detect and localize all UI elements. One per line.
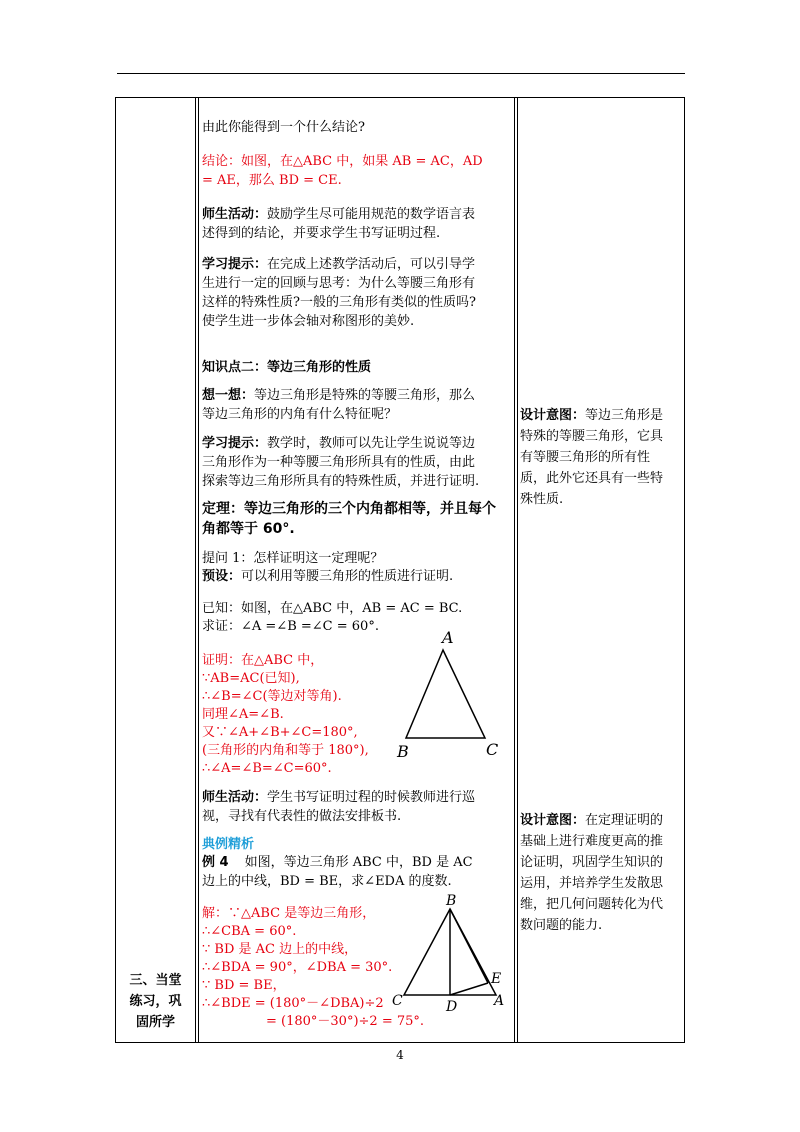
solution-line: ∴∠BDE = (180°－∠DBA)÷2 [202, 996, 384, 1011]
proof-line: ∴∠B=∠C(等边对等角). [202, 689, 342, 704]
teacher-activity-label: 师生活动： [202, 790, 268, 805]
header-rule [117, 73, 685, 74]
solution-line: ∴∠BDA = 90°，∠DBA = 30°. [202, 960, 393, 975]
design-intent-line: 质，此外它还具有一些特 [520, 471, 664, 486]
prove-statement: 求证：∠A =∠B =∠C = 60°. [202, 619, 379, 634]
study-hint-line: 生进行一定的回顾与思考：为什么等腰三角形有 [202, 276, 476, 291]
study-hint-text: 在完成上述教学活动后，可以引导学 [267, 257, 476, 272]
solution-line: ∴∠CBA = 60°. [202, 924, 297, 939]
design-intent-text: 在定理证明的 [585, 813, 664, 828]
equilateral-triangle-figure [395, 625, 505, 765]
conclusion-line: 结论：如图，在△ABC 中，如果 AB = AC，AD [202, 154, 483, 169]
vertex-label-b: B [397, 742, 409, 761]
study-hint-label: 学习提示： [202, 436, 268, 451]
solution-line: ∵ BD 是 AC 边上的中线， [202, 942, 358, 957]
segment-be [450, 909, 488, 983]
preset-block [202, 566, 453, 588]
design-intent-text: 等边三角形是 [585, 408, 664, 423]
think-label: 想一想： [202, 388, 255, 403]
study-hint-text: 教学时，教师可以先让学生说说等边 [267, 436, 476, 451]
vertex-label-e: E [491, 971, 502, 987]
study-hint-label: 学习提示： [202, 257, 268, 272]
section-label [116, 970, 195, 1033]
triangle-shape [406, 650, 485, 738]
think-text: 等边三角形是特殊的等腰三角形，那么 [254, 388, 476, 403]
vertex-label-d: D [446, 999, 458, 1015]
column-divider [514, 98, 515, 1042]
design-intent-line: 运用，并培养学生发散思 [520, 876, 664, 891]
preset-label: 预设： [202, 569, 242, 584]
conclusion-line: = AE，那么 BD = CE. [202, 173, 342, 188]
proof-line: 证明：在△ABC 中， [202, 653, 324, 668]
proof-line: ∴∠A=∠B=∠C=60°. [202, 761, 332, 776]
vertex-label-c: C [486, 740, 499, 759]
preset-text: 可以利用等腰三角形的性质进行证明. [241, 569, 454, 584]
proof-line: ∵AB=AC(已知), [202, 671, 300, 686]
section-label-line: 练习，巩 [129, 994, 182, 1009]
proof-line: 同理∠A=∠B. [202, 707, 284, 722]
vertex-label-b: B [446, 893, 457, 909]
design-intent-label: 设计意图： [520, 408, 586, 423]
design-intent-line: 有等腰三角形的所有性 [520, 450, 651, 465]
solution-line: = (180°－30°)÷2 = 75°. [266, 1014, 425, 1029]
design-intent-line: 数问题的能力. [520, 918, 603, 933]
solution-line: 解：∵△ABC 是等边三角形， [202, 906, 376, 921]
median-triangle-figure [388, 895, 513, 1020]
teacher-activity-line: 述得到的结论，并要求学生书写证明过程. [202, 226, 441, 241]
page-number: 4 [396, 1048, 404, 1062]
question-text: 由此你能得到一个什么结论? [202, 120, 365, 135]
proof-line: (三角形的内角和等于 180°), [202, 743, 369, 758]
design-intent-line: 特殊的等腰三角形，它具 [520, 429, 664, 444]
study-hint-line: 三角形作为一种等腰三角形所具有的性质，由此 [202, 455, 476, 470]
column-divider [195, 98, 196, 1042]
column-divider [198, 98, 199, 1042]
teacher-activity-line: 视，寻找有代表性的做法安排板书. [202, 809, 402, 824]
design-intent-label: 设计意图： [520, 813, 586, 828]
column-divider [517, 98, 518, 1042]
teacher-activity-text: 学生书写证明过程的时候教师进行巡 [267, 790, 476, 805]
teacher-activity-text: 鼓励学生尽可能用规范的数学语言表 [267, 207, 476, 222]
vertex-label-a: A [442, 628, 454, 647]
example-heading: 典例精析 [202, 837, 255, 852]
theorem-line: 角都等于 60°. [202, 521, 295, 537]
segment-de [450, 983, 488, 995]
study-hint-line: 使学生进一步体会轴对称图形的美妙. [202, 314, 415, 329]
vertex-label-c: C [392, 993, 403, 1009]
design-intent [520, 810, 663, 831]
section-label-line: 固所学 [135, 1015, 175, 1030]
vertex-label-a: A [494, 993, 505, 1009]
example-line: 边上的中线，BD = BE，求∠EDA 的度数. [202, 874, 452, 889]
design-intent [520, 405, 663, 426]
design-intent-line: 殊性质. [520, 492, 564, 507]
question-text: 提问 1：怎样证明这一定理呢？ [202, 551, 384, 566]
study-hint-line: 探索等边三角形所具有的特殊性质，并进行证明. [202, 474, 480, 489]
knowledge-point-heading: 知识点二：等边三角形的性质 [202, 360, 372, 375]
design-intent-line: 基础上进行难度更高的推 [520, 834, 664, 849]
study-hint-line: 这样的特殊性质?一般的三角形有类似的性质吗? [202, 295, 476, 310]
section-label-line: 三、当堂 [129, 973, 182, 988]
solution-line: ∵ BD = BE， [202, 978, 286, 993]
teacher-activity-label: 师生活动： [202, 207, 268, 222]
given-statement: 已知：如图，在△ABC 中，AB = AC = BC. [202, 601, 463, 616]
design-intent-line: 论证明，巩固学生知识的 [520, 855, 664, 870]
proof-line: 又∵∠A+∠B+∠C=180°, [202, 725, 358, 740]
example-label: 例 4 [202, 855, 229, 870]
design-intent-line: 维，把几何问题转化为代 [520, 897, 664, 912]
think-line: 等边三角形的内角有什么特征呢？ [202, 407, 398, 422]
theorem-line: 定理：等边三角形的三个内角都相等，并且每个 [202, 501, 496, 517]
example-text: 如图，等边三角形 ABC 中，BD 是 AC [244, 855, 473, 870]
